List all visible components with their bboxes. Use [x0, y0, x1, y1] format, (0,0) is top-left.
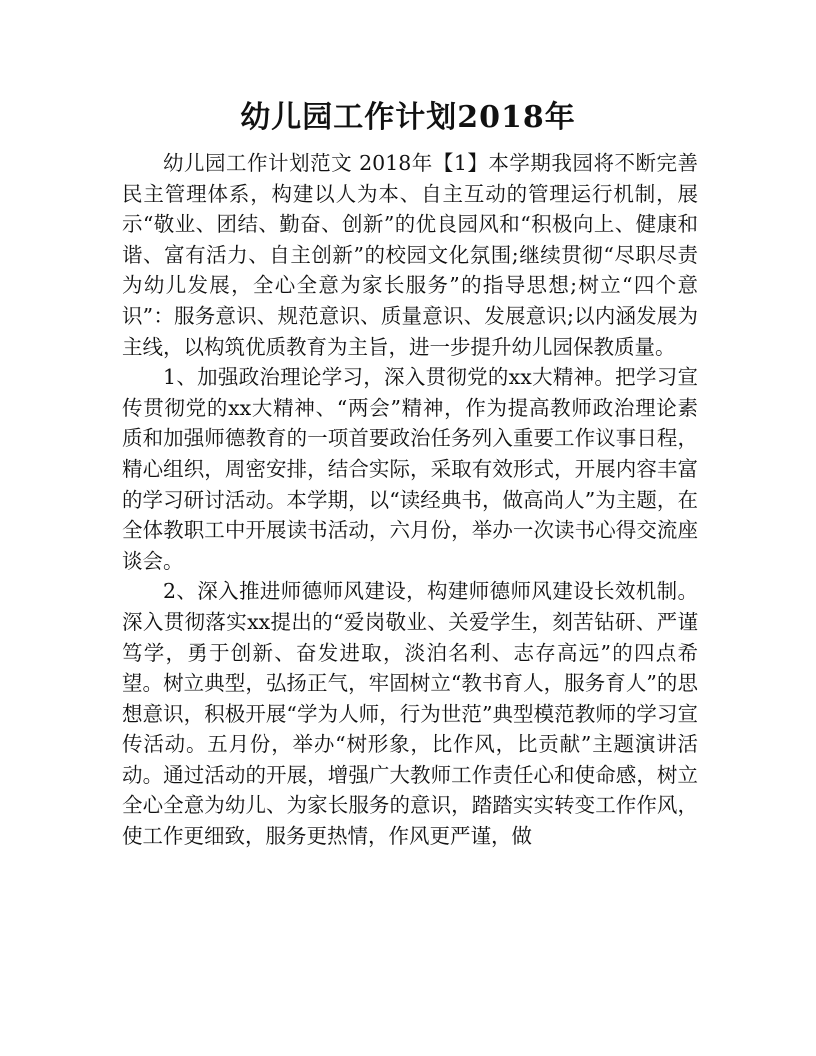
document-title: 幼儿园工作计划2018年	[240, 100, 576, 135]
paragraph-item-2: 2、深入推进师德师风建设，构建师德师风建设长效机制。深入贯彻落实xx提出的“爱岗敬业、关爱学生，刻苦钻研、严谨笃学，勇于创新、奋发进取，淡泊名利、志存高远”的四点希望。树立典型，弘扬正气，牢固树立“教书育人，服务育人”的思想意识，积极开展“学为人师，行为世范”典型模范教师的学习宣传活动。五月份，举办“树形象，比作风，比贡献”主题演讲活动。通过活动的开展，增强广大教师工作责任心和使命感，树立全心全意为幼儿、为家长服务的意识，踏踏实实转变工作作风，使工作更细致，服务更热情，作风更严谨，做	[122, 579, 698, 849]
paragraph-intro: 幼儿园工作计划范文 2018年【1】本学期我园将不断完善民主管理体系，构建以人为本、自主互动的管理运行机制，展示“敬业、团结、勤奋、创新”的优良园风和“积极向上、健康和谐、富有活力、自主创新”的校园文化氛围;继续贯彻“尽职尽责为幼儿发展，全心全意为家长服务”的指导思想;树立“四个意识”：服务意识、规范意识、质量意识、发展意识;以内涵发展为主线，以构筑优质教育为主旨，进一步提升幼儿园保教质量。	[122, 151, 698, 359]
document-body	[122, 148, 698, 852]
paragraph-item-1: 1、加强政治理论学习，深入贯彻党的xx大精神。把学习宣传贯彻党的xx大精神、“两会”精神，作为提高教师政治理论素质和加强师德教育的一项首要政治任务列入重要工作议事日程，精心组织，周密安排，结合实际，采取有效形式，开展内容丰富的学习研讨活动。本学期，以“读经典书，做高尚人”为主题，在全体教职工中开展读书活动，六月份，举办一次读书心得交流座谈会。	[122, 365, 698, 573]
